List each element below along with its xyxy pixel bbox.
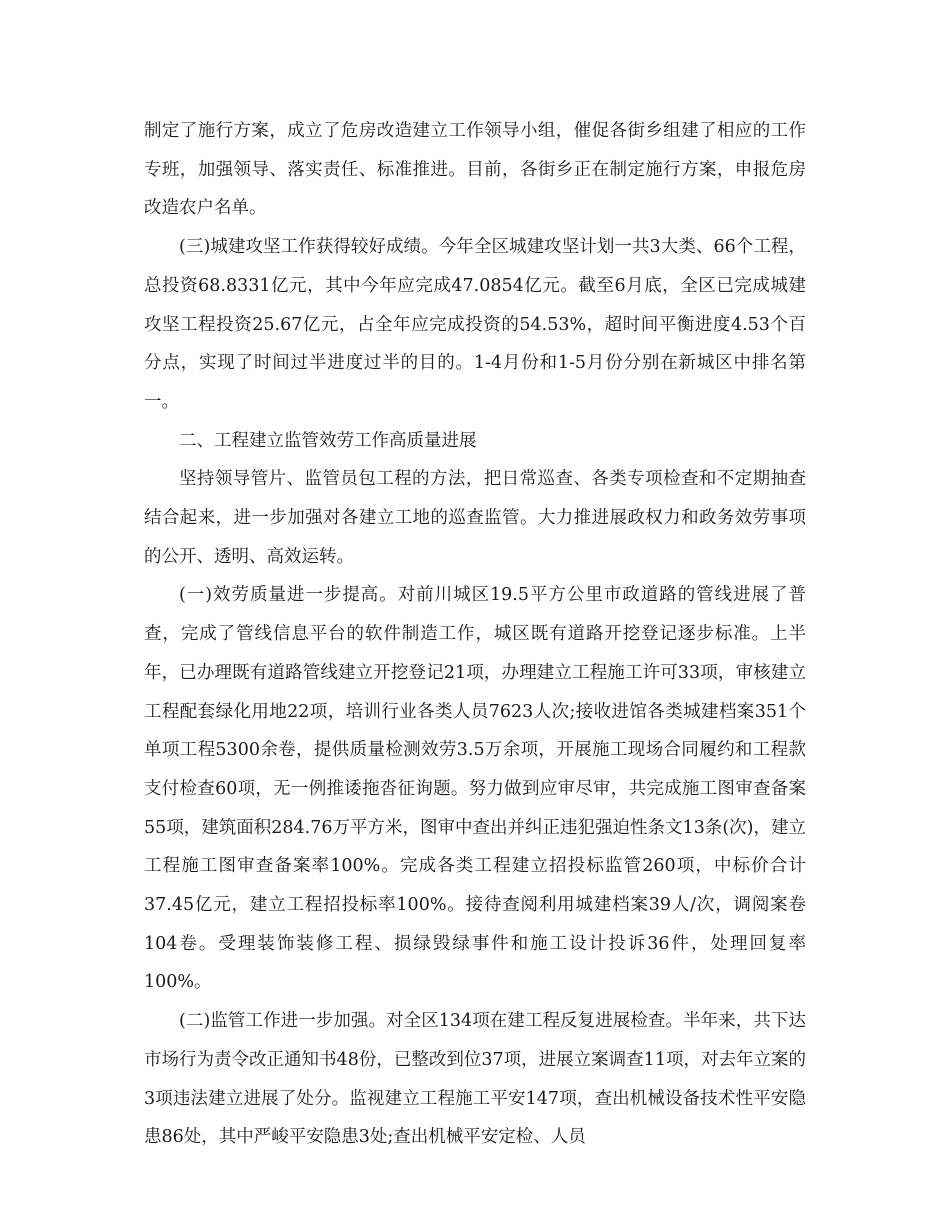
paragraph-intro-continuation: 制定了施行方案，成立了危房改造建立工作领导小组，催促各街乡组建了相应的工作专班，加强领导、落实责任、标准推进。目前，各街乡正在制定施行方案，申报危房改造农户名单。 xyxy=(144,121,806,219)
paragraph-supervision-method: 坚持领导管片、监管员包工程的方法，把日常巡查、各类专项检查和不定期抽查结合起来，进一步加强对各建立工地的巡查监管。大力推进展政权力和政务效劳事项的公开、透明、高效运转。 xyxy=(144,469,806,567)
paragraph-service-quality: (一)效劳质量进一步提高。对前川城区19.5平方公里市政道路的管线进展了普查，完成了管线信息平台的软件制造工作，城区既有道路开挖登记逐步标准。上半年，已办理既有道路管线建立开挖登记21项，办理建立工程施工许可33项，审核建立工程配套绿化用地22项，培训行业各类人员7623人次;接收进馆各类城建档案351个单项工程5300余卷，提供质量检测效劳3.5万余项，开展施工现场合同履约和工程款支付检查60项，无一例推诿拖沓征询题。努力做到应审尽审，共完成施工图审查备案55项，建筑面积284.76万平方米，图审中查出并纠正违犯强迫性条文13条(次)，建立工程施工图审查备案率100%。完成各类工程建立招投标监管260项，中标价合计37.45亿元，建立工程招投标率100%。接待查阅利用城建档案39人/次，调阅案卷104卷。受理装饰装修工程、损绿毁绿事件和施工设计投诉36件，处理回复率100%。 xyxy=(144,585,806,993)
paragraph-supervision-strengthened: (二)监管工作进一步加强。对全区134项在建工程反复进展检查。半年来，共下达市场行为责令改正通知书48份，已整改到位37项，进展立案调查11项，对去年立案的3项违法建立进展了处分。监视建立工程施工平安147项，查出机械设备技术性平安隐患86处，其中严峻平安隐患3处;查出机械平安定检、人员 xyxy=(144,1011,806,1148)
paragraph-urban-construction: (三)城建攻坚工作获得较好成绩。今年全区城建攻坚计划一共3大类、66个工程，总投资68.8331亿元，其中今年应完成47.0854亿元。截至6月底，全区已完成城建攻坚工程投资25.67亿元，占全年应完成投资的54.53%，超时间平衡进度4.53个百分点，实现了时间过半进度过半的目的。1-4月份和1-5月份分别在新城区中排名第一。 xyxy=(144,237,806,412)
document-body xyxy=(144,112,806,1157)
section-heading-supervision: 二、工程建立监管效劳工作高质量进展 xyxy=(179,430,477,451)
